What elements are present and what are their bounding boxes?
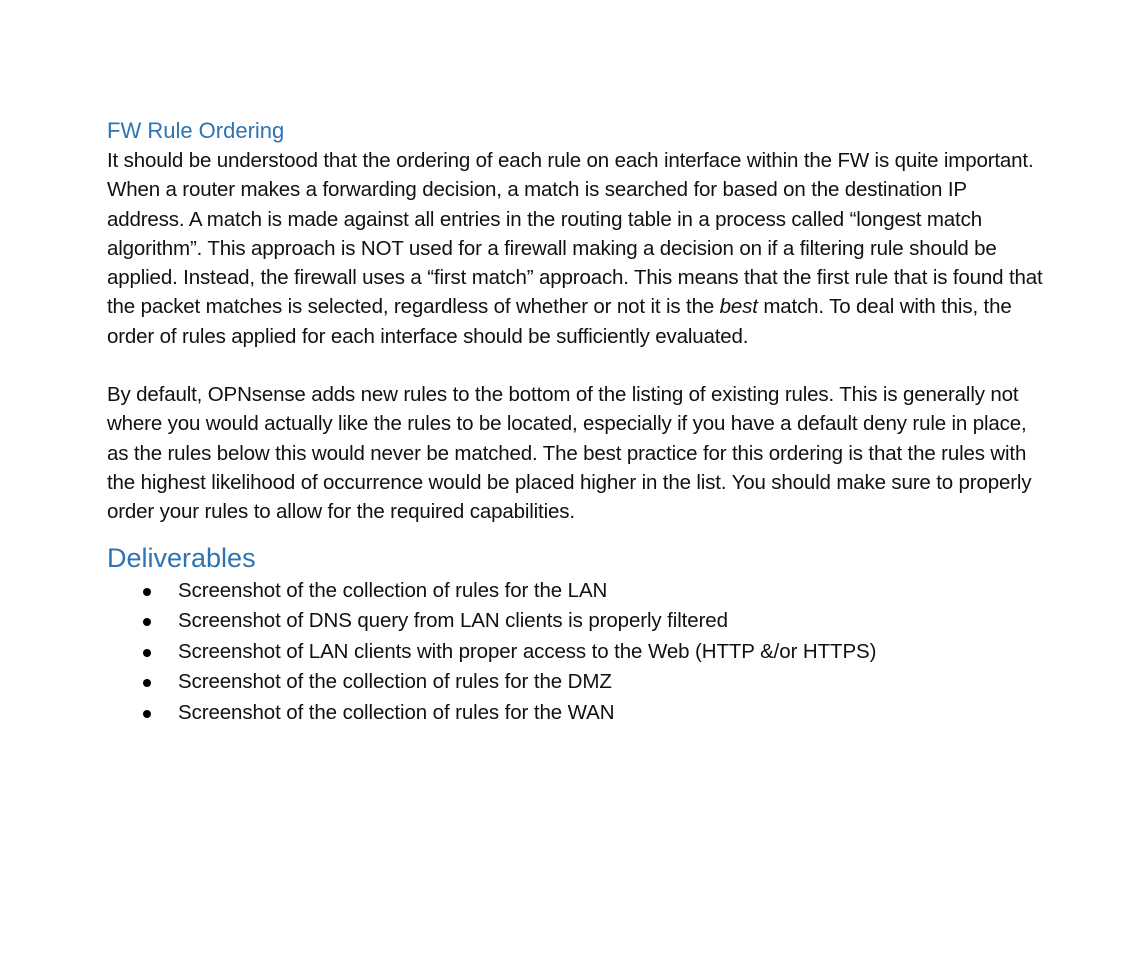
deliverables-section [107,540,1047,729]
list-item [107,637,1047,668]
list-item-text: Screenshot of LAN clients with proper access to the Web (HTTP &/or HTTPS) [178,639,877,663]
paragraph-rule-ordering [107,146,1047,351]
list-item [107,576,1047,607]
paragraph-text: It should be understood that the ordering of each rule on each interface within the FW is quite important. When a router makes a forwarding decision, a match is searched for based on the destination IP address. A match is made against all entries in the routing table in a process called “longest match algorithm”. This approach is NOT used for a firewall making a decision on if a filtering rule should be applied. Instead, the firewall uses a “first match” approach. This means that the first rule that is found that the packet matches is selected, regardless of whether or not it is the [107,149,1043,319]
bullet-icon [143,618,151,626]
section-heading-fw-rule-ordering: FW Rule Ordering [107,118,285,143]
list-item-text: Screenshot of the collection of rules for the LAN [178,578,608,602]
bullet-icon [143,649,151,657]
bullet-icon [143,679,151,687]
list-item [107,606,1047,637]
list-item-text: Screenshot of the collection of rules for the WAN [178,700,615,724]
paragraph-default-rules: By default, OPNsense adds new rules to the bottom of the listing of existing rules. This is generally not where you would actually like the rules to be located, especially if you have a default deny rule in place, as the rules below this would never be matched. The best practice for this ordering is that the rules with the highest likelihood of occurrence would be placed higher in the list. You should make sure to properly order your rules to allow for the required capabilities. [107,383,1032,524]
bullet-icon [143,588,151,596]
list-item-text: Screenshot of the collection of rules for the DMZ [178,670,612,694]
paragraph-text-continued: match. To deal with this, the order of rules applied for each interface should be sufficiently evaluated. [107,295,1012,348]
document-page [107,116,1047,728]
bullet-icon [143,710,151,718]
deliverables-list [107,576,1047,729]
section-heading-deliverables: Deliverables [107,542,256,573]
paragraph-spacer [107,351,1047,380]
list-item [107,667,1047,698]
emphasis-text: best [719,295,758,319]
list-item [107,698,1047,729]
list-item-text: Screenshot of DNS query from LAN clients is properly filtered [178,609,728,633]
